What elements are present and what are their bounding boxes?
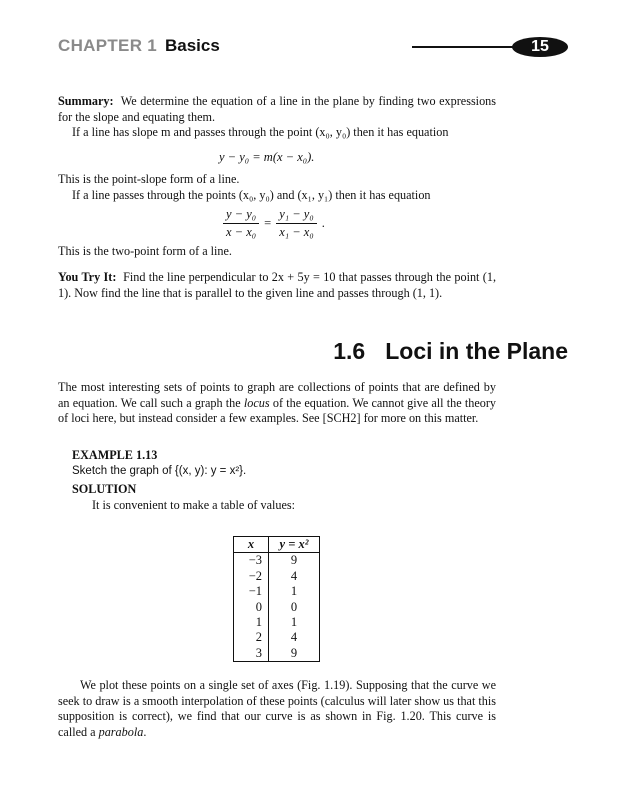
example-prompt: Sketch the graph of {(x, y): y = x²}.	[72, 464, 247, 477]
locus-term: locus	[243, 395, 270, 410]
x-value: 0	[234, 600, 269, 615]
y-value: 4	[290, 630, 298, 645]
chapter-label: CHAPTER 1	[58, 36, 158, 55]
parabola-term: parabola	[98, 724, 144, 739]
point-slope-equation: y − y₀ = m(x − x₀).	[219, 150, 315, 164]
table-row	[234, 646, 320, 662]
y-value: 0	[290, 599, 298, 614]
closing-period: .	[143, 724, 147, 739]
closing-text: We plot these points on a single set of axes (Fig. 1.19). Supposing that the curve we seek to draw is a smooth interpolation of these points (calculus will later show us that this supposition is correct), we find that our curve is as shown in Fig. 1.20. This curve is called a	[58, 678, 496, 739]
values-table	[233, 536, 320, 662]
point-slope-caption: This is the point-slope form of a line.	[58, 172, 240, 186]
header-y: y = x²	[269, 537, 320, 553]
table-header-row	[234, 537, 320, 553]
point-slope-intro: If a line has slope m and passes through the point (x₀, y₀) then it has equation	[72, 125, 449, 139]
you-try-it-text: Find the line perpendicular to 2x + 5y = 10 that passes through the point (1, 1). Now find the line that is parallel to the given line and passes through (1, 1).	[58, 270, 496, 300]
y-value: 4	[290, 568, 298, 583]
intro-text-1: The most interesting sets of points to graph are collections of points that are defined by an equation. We call such a graph the	[58, 380, 496, 410]
table-row	[234, 630, 320, 645]
you-try-it-label: You Try It:	[58, 270, 117, 284]
chapter-title: Basics	[165, 36, 220, 55]
y-value: 1	[290, 584, 298, 599]
table-row	[234, 600, 320, 615]
point-slope-caption-block	[58, 172, 496, 203]
x-value: 1	[234, 615, 269, 630]
x-value: −2	[234, 569, 269, 584]
section-heading	[333, 338, 568, 365]
example-block	[58, 448, 496, 513]
table-row	[234, 553, 320, 569]
closing-paragraph	[58, 678, 496, 740]
table-row	[234, 584, 320, 599]
you-try-it-block	[58, 270, 496, 301]
lhs-denominator: x − x₀	[226, 225, 257, 239]
header-rule	[412, 46, 522, 48]
x-value: −1	[234, 584, 269, 599]
header-x: x	[234, 537, 269, 553]
y-value: 9	[290, 553, 298, 568]
two-point-intro: If a line passes through the points (x₀, y₀) and (x₁, y₁) then it has equation	[72, 187, 431, 202]
x-value: 3	[234, 646, 269, 662]
x-value: 2	[234, 630, 269, 645]
intro-text-2: of the equation. We cannot give all the theory of loci here, but instead consider a few examples. See [SCH2] for more on this matter.	[58, 395, 496, 425]
rhs-denominator: x₁ − x₀	[279, 225, 314, 239]
y-value: 1	[290, 615, 298, 630]
lhs-numerator: y − y₀	[223, 207, 259, 224]
y-value: 9	[290, 645, 298, 660]
section-number: 1.6	[333, 338, 366, 364]
summary-label: Summary:	[58, 94, 114, 108]
two-point-caption: This is the two-point form of a line.	[58, 244, 232, 258]
solution-intro: It is convenient to make a table of values:	[92, 497, 296, 512]
example-label: EXAMPLE 1.13	[72, 448, 158, 462]
intro-paragraph	[58, 380, 496, 427]
page-number-badge: 15	[512, 37, 568, 57]
rhs-numerator: y₁ − y₀	[276, 207, 316, 224]
summary-block	[58, 94, 496, 141]
two-point-equation: $\frac{\text{y − y₀}}{\text{x − x₀}}$ = $\frac{\text{y₁ − y₀}}{\text{x₁ − x₀}}$ .	[223, 207, 330, 240]
solution-label: SOLUTION	[72, 482, 137, 496]
two-point-caption-block	[58, 244, 496, 260]
x-value: −3	[234, 553, 269, 569]
summary-text: We determine the equation of a line in the plane by finding two expressions for the slope and equating them.	[58, 94, 496, 124]
table-row	[234, 615, 320, 630]
table-row	[234, 569, 320, 584]
section-title: Loci in the Plane	[385, 338, 568, 364]
